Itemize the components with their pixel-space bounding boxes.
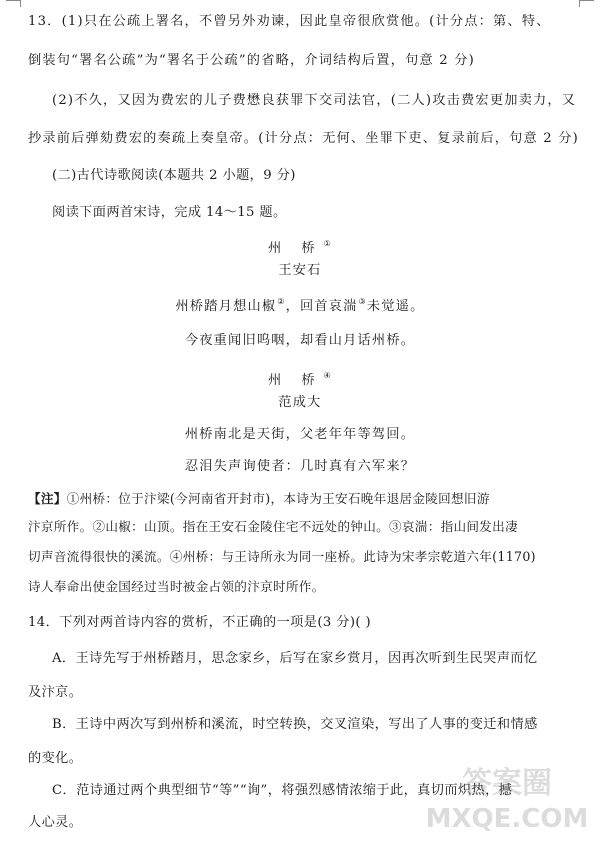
poem1-line1-part-a: 州桥踏月想山椒 <box>175 299 277 314</box>
answer-13-2-line1: (2)不久，又因为费宏的儿子费懋良获罪下交司法官，(二人)攻击费宏更加卖力，又 <box>52 93 577 108</box>
poem1-author: 王安石 <box>278 263 322 278</box>
poem2-line2: 忍泪失声询使者：几时真有六军来？ <box>184 459 416 474</box>
poem1-line1-part-b: ，回首哀湍 <box>285 299 358 314</box>
option-c-line1: C．范诗通过两个典型细节“等”“询”，将强烈感情浓缩于此，真切而炽热，撼 <box>52 783 513 798</box>
note-line1 <box>28 485 572 512</box>
watermark-top-text: 答案圈 <box>462 766 552 801</box>
poem1-line1 <box>0 290 600 319</box>
poem2-title <box>0 364 600 393</box>
page-corner-mark-left-vertical <box>20 0 21 7</box>
poem1-footnote-mark-3: ③ <box>358 297 367 306</box>
note-label: 【注】 <box>28 491 67 506</box>
note-line2: 汴京所作。②山椒：山顶。指在王安石金陵住宅不远处的钟山。③哀湍：指山间发出凄 <box>28 519 518 534</box>
answer-13-1-line1: 13．(1)只在公疏上署名，不曾另外劝谏，因此皇帝很欣赏他。(计分点：第、特、 <box>28 14 551 29</box>
answer-13-1-line2: 倒装句“署名公疏”为“署名于公疏”的省略，介词结构后置，句意 2 分) <box>28 53 475 68</box>
option-a-line1: A．王诗先写于州桥踏月，思念家乡，后写在家乡赏月，因再次听到生民哭声而忆 <box>52 651 538 666</box>
option-c-line2: 人心灵。 <box>28 815 83 830</box>
poem2-title-text: 州 桥 <box>268 373 323 388</box>
poem1-footnote-mark-2: ② <box>277 297 286 306</box>
poem2-line1: 州桥南北是天街，父老年年等驾回。 <box>184 427 416 442</box>
option-a-line2: 及汴京。 <box>28 685 83 700</box>
poem1-title <box>0 232 600 261</box>
question-14-stem: 14．下列对两首诗内容的赏析，不正确的一项是(3 分)( ) <box>28 615 372 630</box>
option-b-line2: 的变化。 <box>28 751 83 766</box>
answer-13-2-line2: 抄录前后弹劾费宏的奏疏上奏皇帝。(计分点：无何、坐罪下吏、复录前后，句意 2 分) <box>28 131 580 146</box>
poem1-line2: 今夜重闻旧呜咽，却看山月话州桥。 <box>184 333 416 348</box>
note-line3: 切声音流得很快的溪流。④州桥：与王诗所永为同一座桥。此诗为宋孝宗乾道六年(1170) <box>28 549 536 564</box>
poem1-title-text: 州 桥 <box>268 241 323 256</box>
poem2-title-footnote-mark: ④ <box>323 371 332 380</box>
poem1-title-footnote-mark: ① <box>323 239 332 248</box>
poetry-instruction: 阅读下面两首宋诗，完成 14～15 题。 <box>52 205 287 220</box>
poem1-line1-part-c: 未觉遥。 <box>366 299 425 314</box>
page-corner-mark-right-vertical <box>579 0 580 7</box>
page-corner-mark-left <box>6 0 20 1</box>
note-line4: 诗人奉命出使金国经过当时被金占领的汴京时所作。 <box>28 579 325 594</box>
page-corner-mark-right <box>580 0 594 1</box>
poem2-author: 范成大 <box>278 395 322 410</box>
note-line1-text: ①州桥：位于汴梁(今河南省开封市)，本诗为王安石晚年退居金陵回想旧游 <box>66 491 490 506</box>
option-b-line1: B．王诗中两次写到州桥和溪流，时空转换，交叉渲染，写出了人事的变迁和情感 <box>52 717 538 732</box>
watermark-bottom-text: MXQE.COM <box>425 804 589 834</box>
section-heading-poetry: (二)古代诗歌阅读(本题共 2 小题，9 分) <box>52 168 296 183</box>
